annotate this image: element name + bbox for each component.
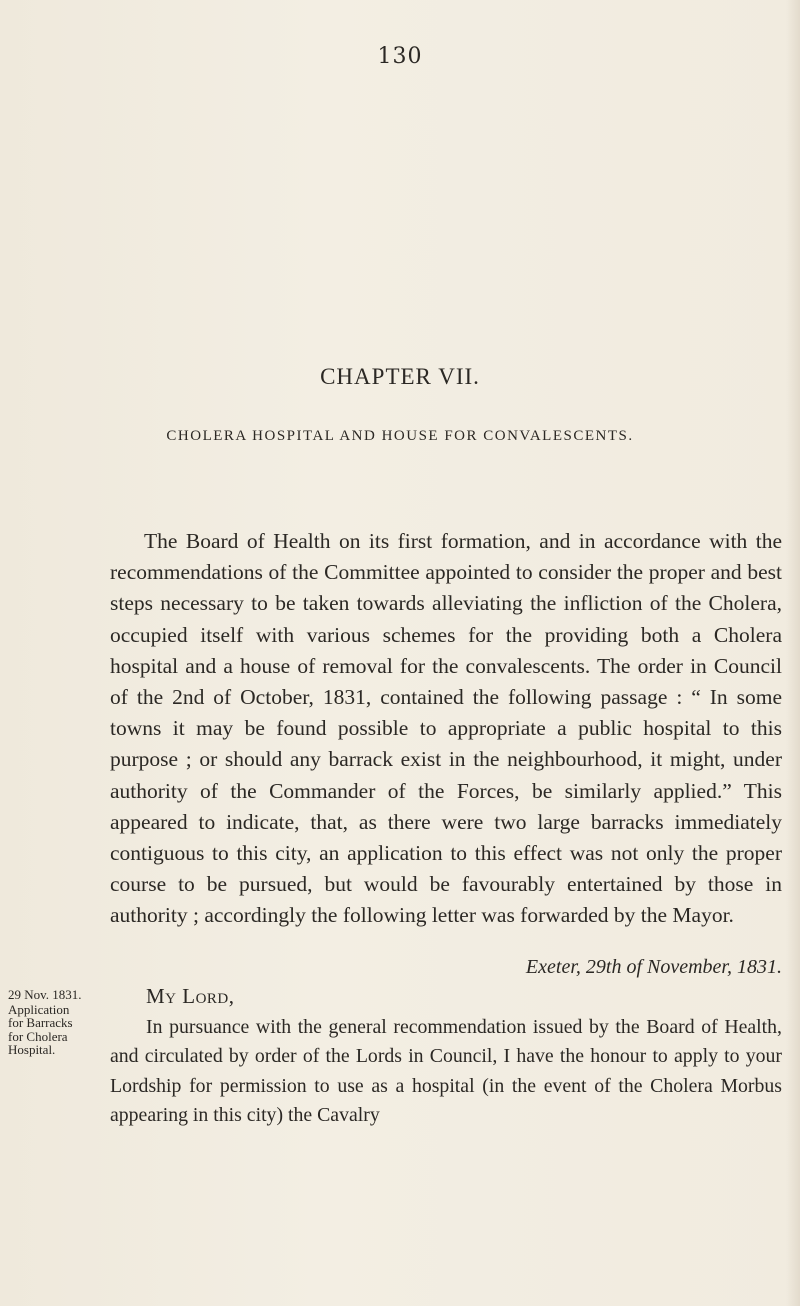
letter-body: In pursuance with the general recommendation issued by the Board of Health, and circulated by order of the Lords in Council, I have the honour to apply to your Lordship for permission to use as a hospital (in the event of the Cholera Morbus appearing in this city) the Cavalry (110, 1016, 782, 1127)
page-edge-shadow (786, 0, 800, 1306)
letter-salutation: My Lord, (146, 984, 235, 1008)
margin-note (8, 988, 98, 1056)
chapter-title: CHAPTER VII. (320, 364, 480, 389)
margin-note-date: 29 Nov. 1831. (8, 987, 82, 1002)
letter-dateline: Exeter, 29th of November, 1831. (525, 956, 782, 978)
margin-note-line: Hospital. (8, 1041, 56, 1057)
margin-note-line: Application (8, 1002, 70, 1018)
page-number: 130 (377, 44, 423, 69)
body-paragraph: The Board of Health on its first formation, and in accordance with the recommendations of the Committee appointed to consider the proper and best steps necessary to be taken towards alleviating the infliction of the Cholera, occupied itself with various schemes for the providing both a Cholera hospital and a house of removal for the convalescents. The order in Council of the 2nd of October, 1831, contained the following passage : “ In some towns it may be found possible to appropriate a public hospital to this purpose ; or should any barrack exist in the neighbourhood, it might, under authority of the Commander of the Forces, be similarly applied.” This appeared to indicate, that, as there were two large barracks immediately contiguous to this city, an application to this effect was not only the proper course to be pursued, but would be favourably entertained by those in authority ; accordingly the following letter was forwarded by the Mayor. (110, 529, 782, 928)
margin-note-line: for Barracks (8, 1015, 73, 1031)
chapter-subtitle: CHOLERA HOSPITAL AND HOUSE FOR CONVALESCENTS. (166, 428, 634, 444)
margin-note-line: for Cholera (8, 1028, 68, 1044)
